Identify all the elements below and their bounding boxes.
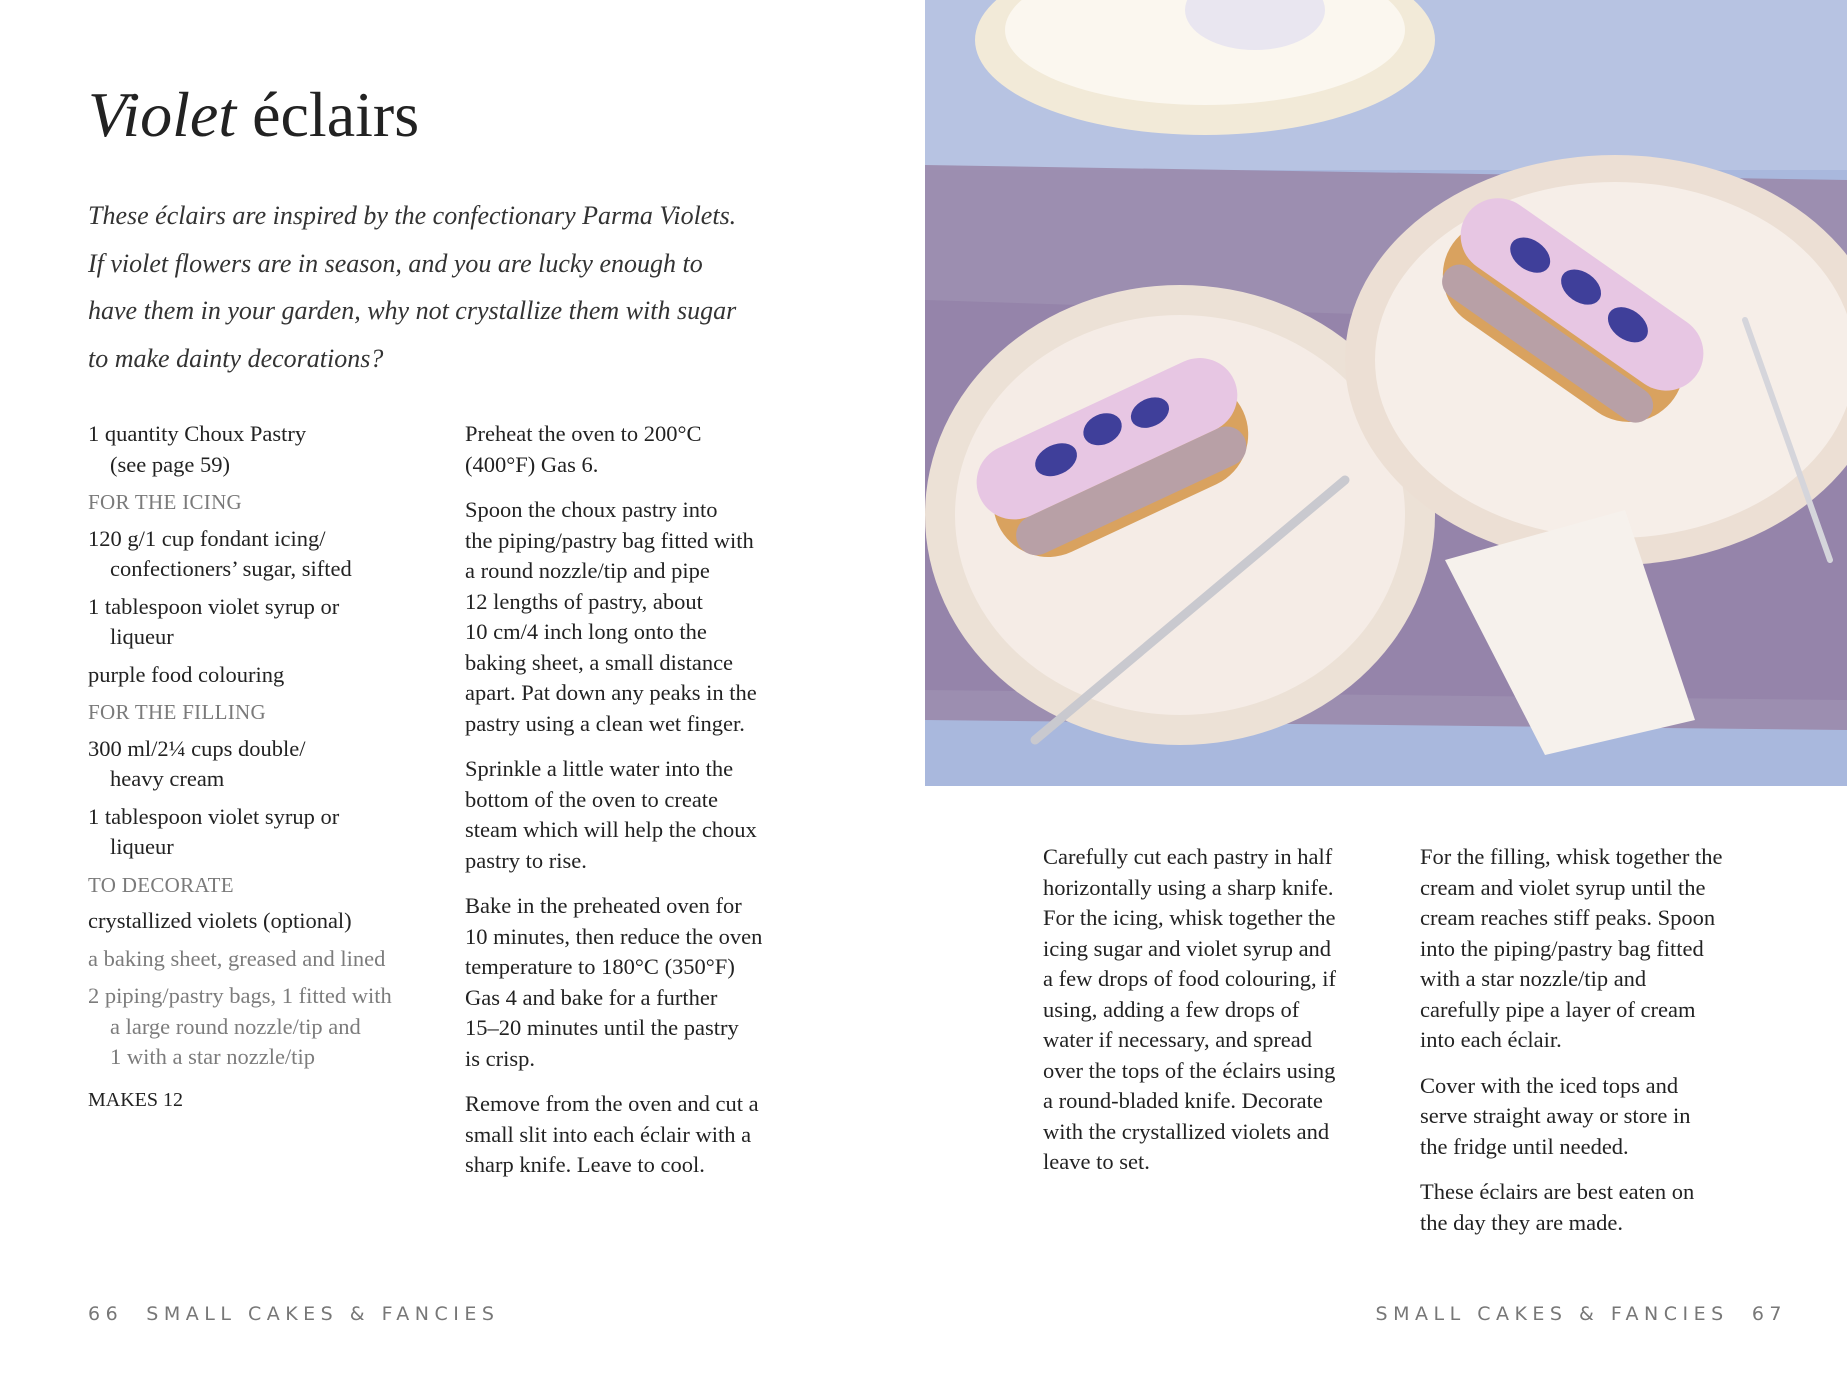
method-line: baking sheet, a small distance [465, 649, 734, 675]
title-rest: éclairs [236, 79, 420, 150]
ingredient [88, 906, 448, 937]
method-line: small slit into each éclair with a [465, 1121, 752, 1147]
eclairs-photo [925, 0, 1847, 786]
ingredient-text: 1 tablespoon violet syrup or [88, 803, 340, 829]
equipment-text: 1 with a star nozzle/tip [110, 1044, 315, 1069]
method-paragraph [465, 754, 845, 876]
method-paragraph [1420, 842, 1800, 1056]
equipment-item [88, 944, 448, 975]
method-line: (400°F) Gas 6. [465, 451, 599, 477]
method-line: 10 cm/4 inch long onto the [465, 619, 707, 644]
ingredient-text: 1 quantity Choux Pastry [88, 421, 307, 446]
intro-line: to make dainty decorations? [88, 343, 384, 373]
method-line: carefully pipe a layer of cream [1420, 996, 1696, 1022]
method-line: leave to set. [1043, 1149, 1150, 1174]
method-line: using, adding a few drops of [1043, 996, 1300, 1022]
method-line: into the piping/pastry bag fitted [1420, 935, 1704, 961]
ingredient-text: (see page 59) [110, 451, 230, 477]
ingredient-text: 300 ml/2¼ cups double/ [88, 735, 306, 761]
decorate-heading: TO DECORATE [88, 872, 234, 897]
equipment-text: a large round nozzle/tip and [110, 1013, 361, 1039]
method-line: apart. Pat down any peaks in the [465, 680, 757, 705]
ingredient-text: 1 tablespoon violet syrup or [88, 593, 340, 619]
title-italic: Violet [88, 79, 237, 150]
ingredient [88, 592, 448, 653]
method-paragraph [465, 1089, 845, 1181]
method-line: Sprinkle a little water into the [465, 756, 734, 781]
page-number: 66 [88, 1303, 124, 1325]
method-line: Carefully cut each pastry in half [1043, 844, 1333, 869]
method-line: Remove from the oven and cut a [465, 1091, 759, 1116]
method-column-1 [465, 419, 845, 1196]
intro-line: These éclairs are inspired by the confectionary Parma Violets. [88, 201, 737, 230]
method-line: a round nozzle/tip and pipe [465, 558, 710, 583]
page-number: 67 [1751, 1303, 1787, 1325]
ingredient-text: heavy cream [110, 766, 225, 791]
method-line: sharp knife. Leave to cool. [465, 1152, 705, 1177]
method-paragraph [1420, 1177, 1800, 1238]
method-line: icing sugar and violet syrup and [1043, 935, 1332, 961]
method-line: 12 lengths of pastry, about [465, 588, 703, 614]
method-line: pastry using a clean wet finger. [465, 710, 745, 736]
ingredients-list [88, 419, 448, 1115]
ingredient [88, 734, 448, 795]
equipment-text: 2 piping/pastry bags, 1 fitted with [88, 983, 392, 1008]
method-line: the day they are made. [1420, 1209, 1624, 1235]
method-line: with a star nozzle/tip and [1420, 966, 1647, 991]
ingredient [88, 802, 448, 863]
intro-line: If violet flowers are in season, and you are lucky enough to [88, 248, 703, 278]
method-paragraph [1420, 1071, 1800, 1163]
ingredient [88, 524, 448, 585]
method-line: Cover with the iced tops and [1420, 1072, 1679, 1098]
method-line: For the filling, whisk together the [1420, 844, 1723, 869]
method-line: horizontally using a sharp knife. [1043, 874, 1334, 900]
ingredient-text: purple food colouring [88, 661, 285, 687]
method-column-3 [1420, 842, 1800, 1253]
method-line: the fridge until needed. [1420, 1133, 1629, 1159]
method-line: a round-bladed knife. Decorate [1043, 1088, 1323, 1113]
method-paragraph [465, 891, 845, 1074]
method-line: For the icing, whisk together the [1043, 905, 1336, 930]
method-line: serve straight away or store in [1420, 1103, 1691, 1128]
method-line: temperature to 180°C (350°F) [465, 954, 735, 979]
method-column-2 [1043, 842, 1403, 1193]
section-title: SMALL CAKES & FANCIES [146, 1303, 500, 1325]
intro-paragraph [88, 192, 808, 382]
ingredient-text: confectioners’ sugar, sifted [110, 556, 352, 581]
method-line: the piping/pastry bag fitted with [465, 527, 754, 553]
method-line: pastry to rise. [465, 847, 587, 873]
method-line: 15–20 minutes until the pastry [465, 1015, 739, 1040]
footer-right [1376, 1303, 1787, 1325]
method-line: steam which will help the choux [465, 817, 757, 842]
ingredient [88, 660, 448, 691]
method-line: is crisp. [465, 1045, 535, 1071]
section-title: SMALL CAKES & FANCIES [1375, 1303, 1729, 1325]
ingredient-text: liqueur [110, 834, 174, 859]
recipe-title [88, 78, 419, 152]
method-line: water if necessary, and spread [1043, 1027, 1313, 1052]
method-line: cream reaches stiff peaks. Spoon [1420, 905, 1716, 930]
intro-line: have them in your garden, why not crystallize them with sugar [88, 296, 737, 325]
ingredient [88, 419, 448, 480]
equipment-item [88, 981, 448, 1073]
method-line: Gas 4 and bake for a further [465, 984, 718, 1010]
ingredient-text: crystallized violets (optional) [88, 908, 352, 933]
method-paragraph [1043, 842, 1403, 1178]
method-paragraph [465, 419, 845, 480]
method-line: into each éclair. [1420, 1027, 1562, 1052]
method-line: Spoon the choux pastry into [465, 497, 718, 522]
equipment-text: a baking sheet, greased and lined [88, 945, 386, 971]
method-line: a few drops of food colouring, if [1043, 966, 1337, 991]
icing-heading: FOR THE ICING [88, 490, 243, 514]
footer-left [88, 1303, 499, 1325]
method-line: Bake in the preheated oven for [465, 893, 742, 918]
method-line: with the crystallized violets and [1043, 1118, 1330, 1144]
method-line: Preheat the oven to 200°C [465, 421, 702, 446]
method-line: bottom of the oven to create [465, 786, 719, 812]
ingredient-text: liqueur [110, 624, 174, 649]
yield: MAKES 12 [88, 1088, 184, 1111]
ingredient-text: 120 g/1 cup fondant icing/ [88, 525, 326, 551]
method-line: cream and violet syrup until the [1420, 874, 1706, 900]
method-line: over the tops of the éclairs using [1043, 1057, 1336, 1083]
method-line: These éclairs are best eaten on [1420, 1179, 1695, 1204]
method-paragraph [465, 495, 845, 739]
method-line: 10 minutes, then reduce the oven [465, 923, 763, 949]
filling-heading: FOR THE FILLING [88, 700, 266, 724]
